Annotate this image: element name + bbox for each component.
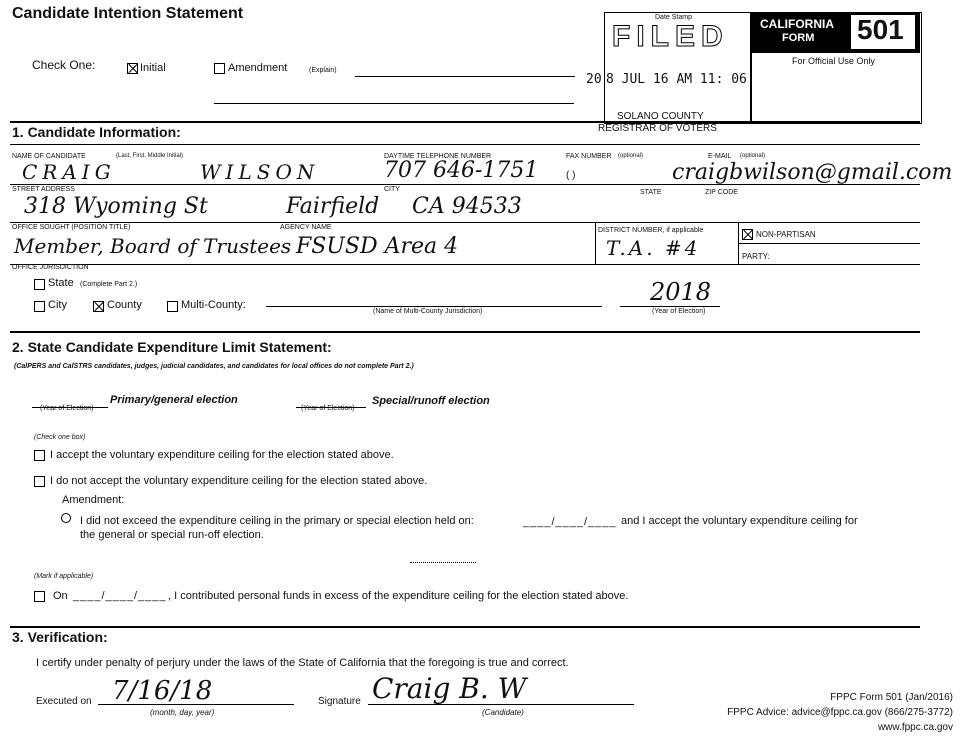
election-year-line[interactable] — [620, 306, 720, 307]
amendment-subheading: Amendment: — [62, 494, 125, 506]
city-value[interactable]: Fairfield — [286, 194, 380, 219]
initial-label: Initial — [140, 62, 166, 74]
state-label: STATE — [640, 189, 662, 196]
amendment-text-b: and I accept the voluntary expenditure ceiling for — [621, 515, 858, 527]
candidate-hint: (Candidate) — [482, 708, 524, 717]
section1-subrule — [10, 144, 920, 145]
city-jurisdiction-label: City — [48, 299, 67, 311]
district-value[interactable]: T.A. #4 — [606, 236, 701, 260]
executed-on-label: Executed on — [36, 696, 92, 707]
amendment-checkbox[interactable] — [214, 63, 225, 74]
section1-heading: 1. Candidate Information: — [12, 124, 181, 140]
filed-stamp: FILED — [612, 20, 729, 53]
election-year-hint: (Year of Election) — [652, 308, 706, 315]
city-jurisdiction-checkbox[interactable] — [34, 301, 45, 312]
footer-web: www.fppc.ca.gov — [877, 722, 953, 733]
city-label: CITY — [384, 186, 400, 193]
explain-hint: (Explain) — [309, 67, 337, 74]
certify-text: I certify under penalty of perjury under the laws of the State of California that the foregoing is true and correct. — [36, 657, 569, 669]
state-zip-value[interactable]: CA 94533 — [412, 194, 522, 219]
primary-year-hint: (Year of Election) — [40, 405, 94, 412]
signature-label: Signature — [318, 696, 361, 707]
footer-advice: FPPC Advice: advice@fppc.ca.gov (866/275-3772) — [727, 707, 953, 718]
section1-rule — [10, 121, 920, 123]
form-title: Candidate Intention Statement — [12, 5, 244, 22]
election-year-value[interactable]: 2018 — [650, 278, 712, 306]
candidate-last-name[interactable]: WILSON — [200, 160, 320, 184]
divider-dots — [410, 562, 476, 563]
section2-heading: 2. State Candidate Expenditure Limit Statement: — [12, 339, 332, 355]
explain-line[interactable] — [355, 76, 575, 77]
email-hint: (optional) — [740, 153, 766, 159]
initial-checkbox[interactable] — [127, 63, 138, 74]
state-jurisdiction-hint: (Complete Part 2.) — [80, 281, 138, 288]
signature-value[interactable]: Craig B. W — [372, 672, 527, 705]
decline-ceiling-label: I do not accept the voluntary expenditure ceiling for the election stated above. — [50, 475, 428, 487]
nonpartisan-checkbox[interactable] — [742, 229, 753, 240]
county-jurisdiction-checkbox[interactable] — [93, 301, 104, 312]
check-one-box-hint: (Check one box) — [34, 434, 86, 441]
stamp-date: 8 JUL 16 AM 11: 06 — [606, 72, 747, 87]
agency-value[interactable]: FSUSD Area 4 — [296, 234, 459, 259]
primary-label: Primary/general election — [110, 394, 238, 406]
special-year-hint: (Year of Election) — [301, 405, 355, 412]
special-label: Special/runoff election — [372, 395, 490, 407]
stamp-year-prefix: 20 — [586, 72, 602, 87]
district-divider — [595, 222, 596, 265]
state-jurisdiction-label: State — [48, 277, 74, 289]
amendment-text-c: the general or special run-off election. — [80, 529, 264, 541]
multi-county-checkbox[interactable] — [167, 301, 178, 312]
form-label: FORM — [782, 32, 815, 44]
fax-hint: (optional) — [618, 153, 644, 159]
zip-label: ZIP CODE — [705, 189, 738, 196]
name-hint: (Last, First, Middle Initial) — [116, 153, 184, 159]
footer-form-id: FPPC Form 501 (Jan/2016) — [830, 692, 953, 703]
office-label: OFFICE SOUGHT (POSITION TITLE) — [12, 224, 131, 231]
executed-date-line[interactable] — [98, 704, 294, 705]
name-label: NAME OF CANDIDATE — [12, 153, 86, 160]
multi-county-line[interactable] — [266, 306, 602, 307]
email-label: E-MAIL — [708, 153, 732, 160]
official-use-label: For Official Use Only — [792, 56, 875, 66]
stamp-county: SOLANO COUNTY — [617, 111, 704, 122]
section2-note: (CalPERS and CalSTRS candidates, judges, judicial candidates, and candidates for local offices do not complete Part 2.) — [14, 363, 414, 370]
party-label: PARTY: — [742, 252, 770, 261]
date-stamp-label: Date Stamp — [655, 14, 692, 21]
phone-value[interactable]: 707 646-1751 — [384, 158, 539, 183]
amendment-label: Amendment — [228, 62, 288, 74]
personal-funds-checkbox[interactable] — [34, 591, 45, 602]
mark-if-applicable-hint: (Mark if applicable) — [34, 573, 94, 580]
section3-heading: 3. Verification: — [12, 629, 108, 645]
section2-rule — [10, 331, 920, 333]
county-jurisdiction-label: County — [107, 299, 142, 311]
personal-funds-label: , I contributed personal funds in excess of the expenditure ceiling for the election stated above. — [168, 590, 629, 602]
party-rule — [738, 243, 920, 244]
signature-line[interactable] — [368, 704, 634, 705]
check-one-label: Check One: — [32, 58, 96, 72]
accept-ceiling-checkbox[interactable] — [34, 450, 45, 461]
street-value[interactable]: 318 Wyoming St — [24, 194, 208, 219]
stamp-registrar: REGISTRAR OF VOTERS — [598, 123, 717, 134]
state-jurisdiction-checkbox[interactable] — [34, 279, 45, 290]
amendment-text-a: I did not exceed the expenditure ceiling in the primary or special election held on: — [80, 515, 474, 527]
agency-label: AGENCY NAME — [280, 224, 332, 231]
section3-rule — [10, 626, 920, 628]
personal-funds-date-field[interactable]: ____/____/____ — [73, 590, 167, 602]
phone-label: DAYTIME TELEPHONE NUMBER — [384, 153, 492, 160]
office-value[interactable]: Member, Board of Trustees — [14, 234, 292, 258]
on-label: On — [53, 590, 68, 602]
form-number: 501 — [857, 14, 904, 45]
accept-ceiling-label: I accept the voluntary expenditure ceiling for the election stated above. — [50, 449, 394, 461]
executed-date-value[interactable]: 7/16/18 — [112, 676, 213, 706]
district-label: DISTRICT NUMBER, if applicable — [598, 227, 704, 234]
row-rule-2 — [10, 222, 920, 223]
candidate-first-name[interactable]: CRAIG — [22, 160, 116, 184]
fax-label: FAX NUMBER — [566, 153, 612, 160]
explain-line-2[interactable] — [214, 103, 574, 104]
street-label: STREET ADDRESS — [12, 186, 75, 193]
california-label: CALIFORNIA — [760, 17, 834, 31]
row-rule-3 — [10, 264, 920, 265]
date-hint: (month, day, year) — [150, 708, 215, 717]
nonpartisan-label: NON-PARTISAN — [756, 230, 816, 239]
email-value[interactable]: craigbwilson@gmail.com — [672, 160, 953, 185]
jurisdiction-label: OFFICE JURISDICTION — [12, 264, 89, 271]
fax-value[interactable]: ( ) — [566, 170, 576, 181]
decline-ceiling-checkbox[interactable] — [34, 476, 45, 487]
multi-county-hint: (Name of Multi-County Jurisdiction) — [373, 308, 483, 315]
multi-county-label: Multi-County: — [181, 299, 246, 311]
row-rule-1 — [10, 184, 920, 185]
amendment-date-field[interactable]: ____/____/____ — [523, 516, 617, 528]
amendment-radio[interactable] — [61, 513, 71, 523]
